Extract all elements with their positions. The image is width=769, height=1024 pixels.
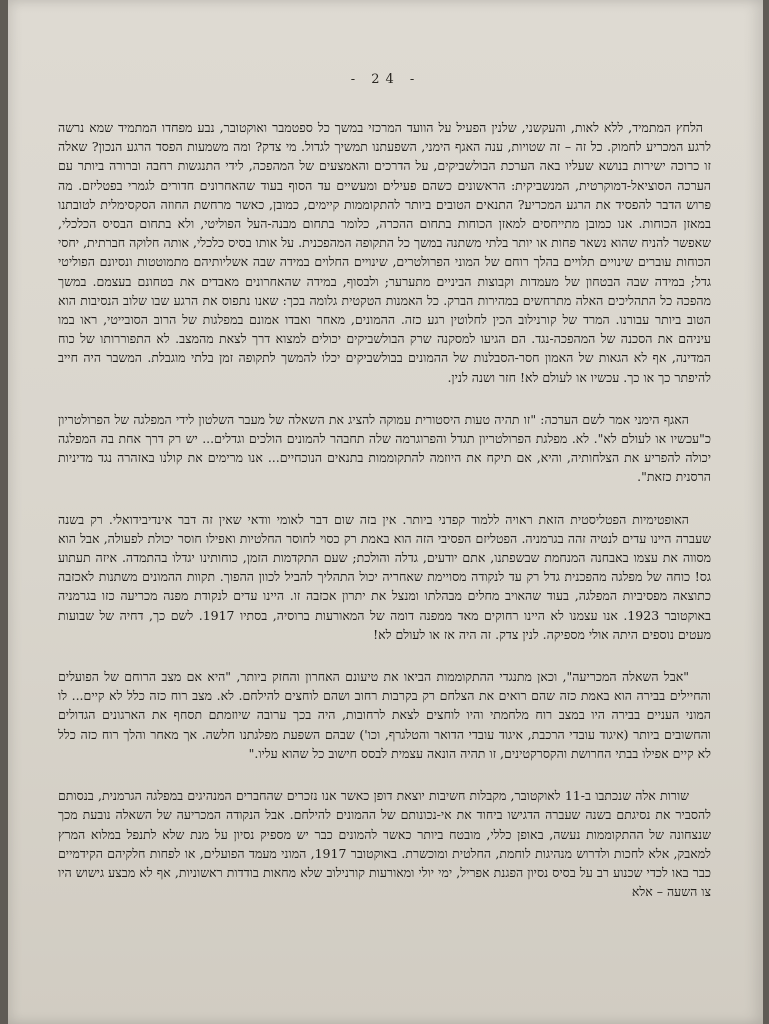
document-body: [58, 118, 711, 924]
paragraph-4: "אבל השאלה המכריעה", וכאן מתנגדי ההתקוממות הביאו את טיעונם האחרון והחזק ביותר, "היא אם מצב הרוחם של הפועלים והחיילים בבירה הוא באמת כזה שהם רואים את הצלחם רק בקרבות רחוב ושהם לוחצים להילחם. לא. מצב רוח כזה כלל לא קיים... לו המוני העניים בבירה היו במצב רוח מלחמתי והיו לוחצים לצאת לרחובות, היה בכך ערובה שיוזמתם תסחף את הארגונים הגדולים והחשובים ביותר (איגוד עובדי הרכבת, איגוד עובדי הדואר והטלגרף, וכו') שבהם השפעת מפלגתנו חלשה. אך מאחר והלך רוח כזה כלל לא קיים אפילו בבתי החרושת והקסרקטינים, זו תהיה הונאה עצמית לבסס חישוב כל שהוא עליו.": [58, 669, 711, 761]
paragraph-3: האופטימיות הפטליסטית הזאת ראויה ללמוד קפדני ביותר. אין בזה שום דבר לאומי וודאי שאין זה דבר אינדיבידואלי. רק בשנה שעברה היינו עדים לנטיה זהה בגרמניה. הפטליזם הפסיבי הזה הוא באמת רק כסוי לחוסר החלטיות ואפילו חוסר יכולת לפעולה, אבל הוא מסווה את עצמו באבחנה המנחמת שבשפתנו, אתם יודעים, גדלה והולכת; שעם התקדמות הזמן, כוחותינו יגדלו בהתמדה. איזה תעתוע גס! כוחה של מפלגה מהפכנית גדל רק עד לנקודה מסויימת שאחריה יכול התהליך להביל לכוון ההפוך. תקוות ההמונים משתנות לאכזבה כתוצאה מפסיביות המפלגה, בעוד שהאויב מחלים מבהלתו ומנצל את יתרון אכזבה זו. היינו עדים לנקודת מפנה מכריעה כזו בגרמניה באוקטובר 1923. אנו עצמנו לא היינו רחוקים מאד ממפנה דומה של המאורעות ברוסיה, בסתיו 1917. לשם כך, דחיה של שבועות מעטים נוספים היתה אולי מספיקה. לנין צדק. זה היה אז או לעולם לא!: [58, 511, 711, 642]
paragraph-5: שורות אלה שנכתבו ב-11 לאוקטובר, מקבלות חשיבות יוצאת דופן כאשר אנו נזכרים שהחברים המנהיגים במפלגה הגרמנית, בנסותם להסביר את נסיגתם בשנה שעברה הדגישו ביחוד את אי-נכונותם של ההמונים להילחם. אבל הנקודה המכריעה של השאלה נובעת מכך שנצחונה של ההתקוממות נעשה, באופן כללי, מובטח ביותר כאשר להמונים כבר יש מספיק נסיון על מנת שלא לתנפל במלוא המרץ למאבק, אלא לחכות ולדרוש מנהיגות לוחמת, החלטית ומוכשרת. באוקטובר 1917, המוני מעמד הפועלים, או לפחות חלקיהם הקידמיים כבר באו לכדי שכנוע רב על בסיס נסיון הפגנת אפריל, ימי יולי ומאורעות קורנילוב שלא מחאות בודדות ראשוניות, אף לא מבצע גישוש היו צו השעה – אלא: [58, 788, 712, 900]
paragraph-2: האגף הימני אמר לשם הערכה: "זו תהיה טעות היסטורית עמוקה להציג את השאלה של מעבר השלטון לידי המפלגה של הפרולטריון כ"עכשיו או לעולם לא". לא. מפלגת הפרולטריון תגדל והפרוגרמה שלה תחבהר להמונים הולכים וגדלים... יש רק דרך אחת בה המפלגה יכולה להפריע את הצלחותיה, והיא, אם תיקח את היוזמה להתקוממות בתנאים הנוכחיים... אנו מרימים את קולנו באזהרה נגד מדיניות הרסנית כזאת".: [58, 411, 711, 485]
document-page: [8, 0, 763, 1024]
page-number: - 24 -: [350, 72, 421, 87]
paragraph-1: הלחץ המתמיד, ללא לאות, והעקשני, שלנין הפעיל על הוועד המרכזי במשך כל ספטמבר ואוקטובר, נבע מפחדו המתמיד שמא נרשה לרגע המכריע לחמוק. כל זה – זה שטויות, ענה האגף הימני, השפעתנו תמשיך לגדול. מי צדק? ומה משמעות הפסד הרגע הנכון? שאלה זו כרוכה ישירות בנושא שעליו באה הערכת הבולשביקים, על הדרכים והאמצעים של המהפכה, לידי התנגשות רחבה וברורה ביותר עם הערכה הסוציאל-דמוקרטית, המנשביקית: הראשונים כשהם פעילים ומעשיים עד הסוף בעוד שהאחרונים חדורים לגמרי בפטליזם. מה פרוש הדבר להפסיד את הרגע המכריע? התנאים הטובים ביותר להתקוממות קיימים, כמובן, כאשר מרחשת החוזה הסקסימלית לטובתנו במאזן הכוחות. אנו כמובן מתייחסים למאזן הכוחות בתחום ההכרה, כלומר בתחום מבנה-העל הפוליטי, ולא בתחום הבסיס הכלכלי, שאפשר להניח שהוא נשאר פחות או יותר בלתי משתנה במשך כל התקופה המהפכנית. על אותו בסיס כלכלי, אותה חלוקה חברתית, יחסי הכוחות עוברים שינויים תלויים בהלך רוחם של המוני הפרולטרים, שינויים החלוים במידה שבה אשליותיהם מתמוטטות ונסיונם הפוליטי גדל; במידה שבה הבטחון של מעמדות וקבוצות הביניים מתערער; ולבסוף, במידה שהאחרונים מאבדים את בטחונם בעצמם. במשך מהפכה כל התהליכים האלה מתרחשים במהירות הברק. כל האמנות הטקטית גלומה בכך: שאנו נתפוס את הרגע שבו שלוב הנסיבות הוא הטוב ביותר עבורנו. המרד של קורנילוב הכין לחלוטין רגע כזה. ההמונים, מאחר ואבדו אמונם במפלגות של הרוב הסובייטי, ראו במו עיניהם את הסכנה של המהפכה-נגד. הם הגיעו למסקנה שרק הבולשביקים יכולים למצוא דרך לצאת מהמצב. לא התפוררותו של כוח המדינה, אף לא הגאות של האמון חסר-הסבלנות של ההמונים בבולשביקים יכלו להמשך לתקופה זמן בלתי מוגבלת. המשבר היה חייב להיפתר כך או כך. עכשיו או לעולם לא! חזר ושנה לנין.: [58, 120, 712, 385]
